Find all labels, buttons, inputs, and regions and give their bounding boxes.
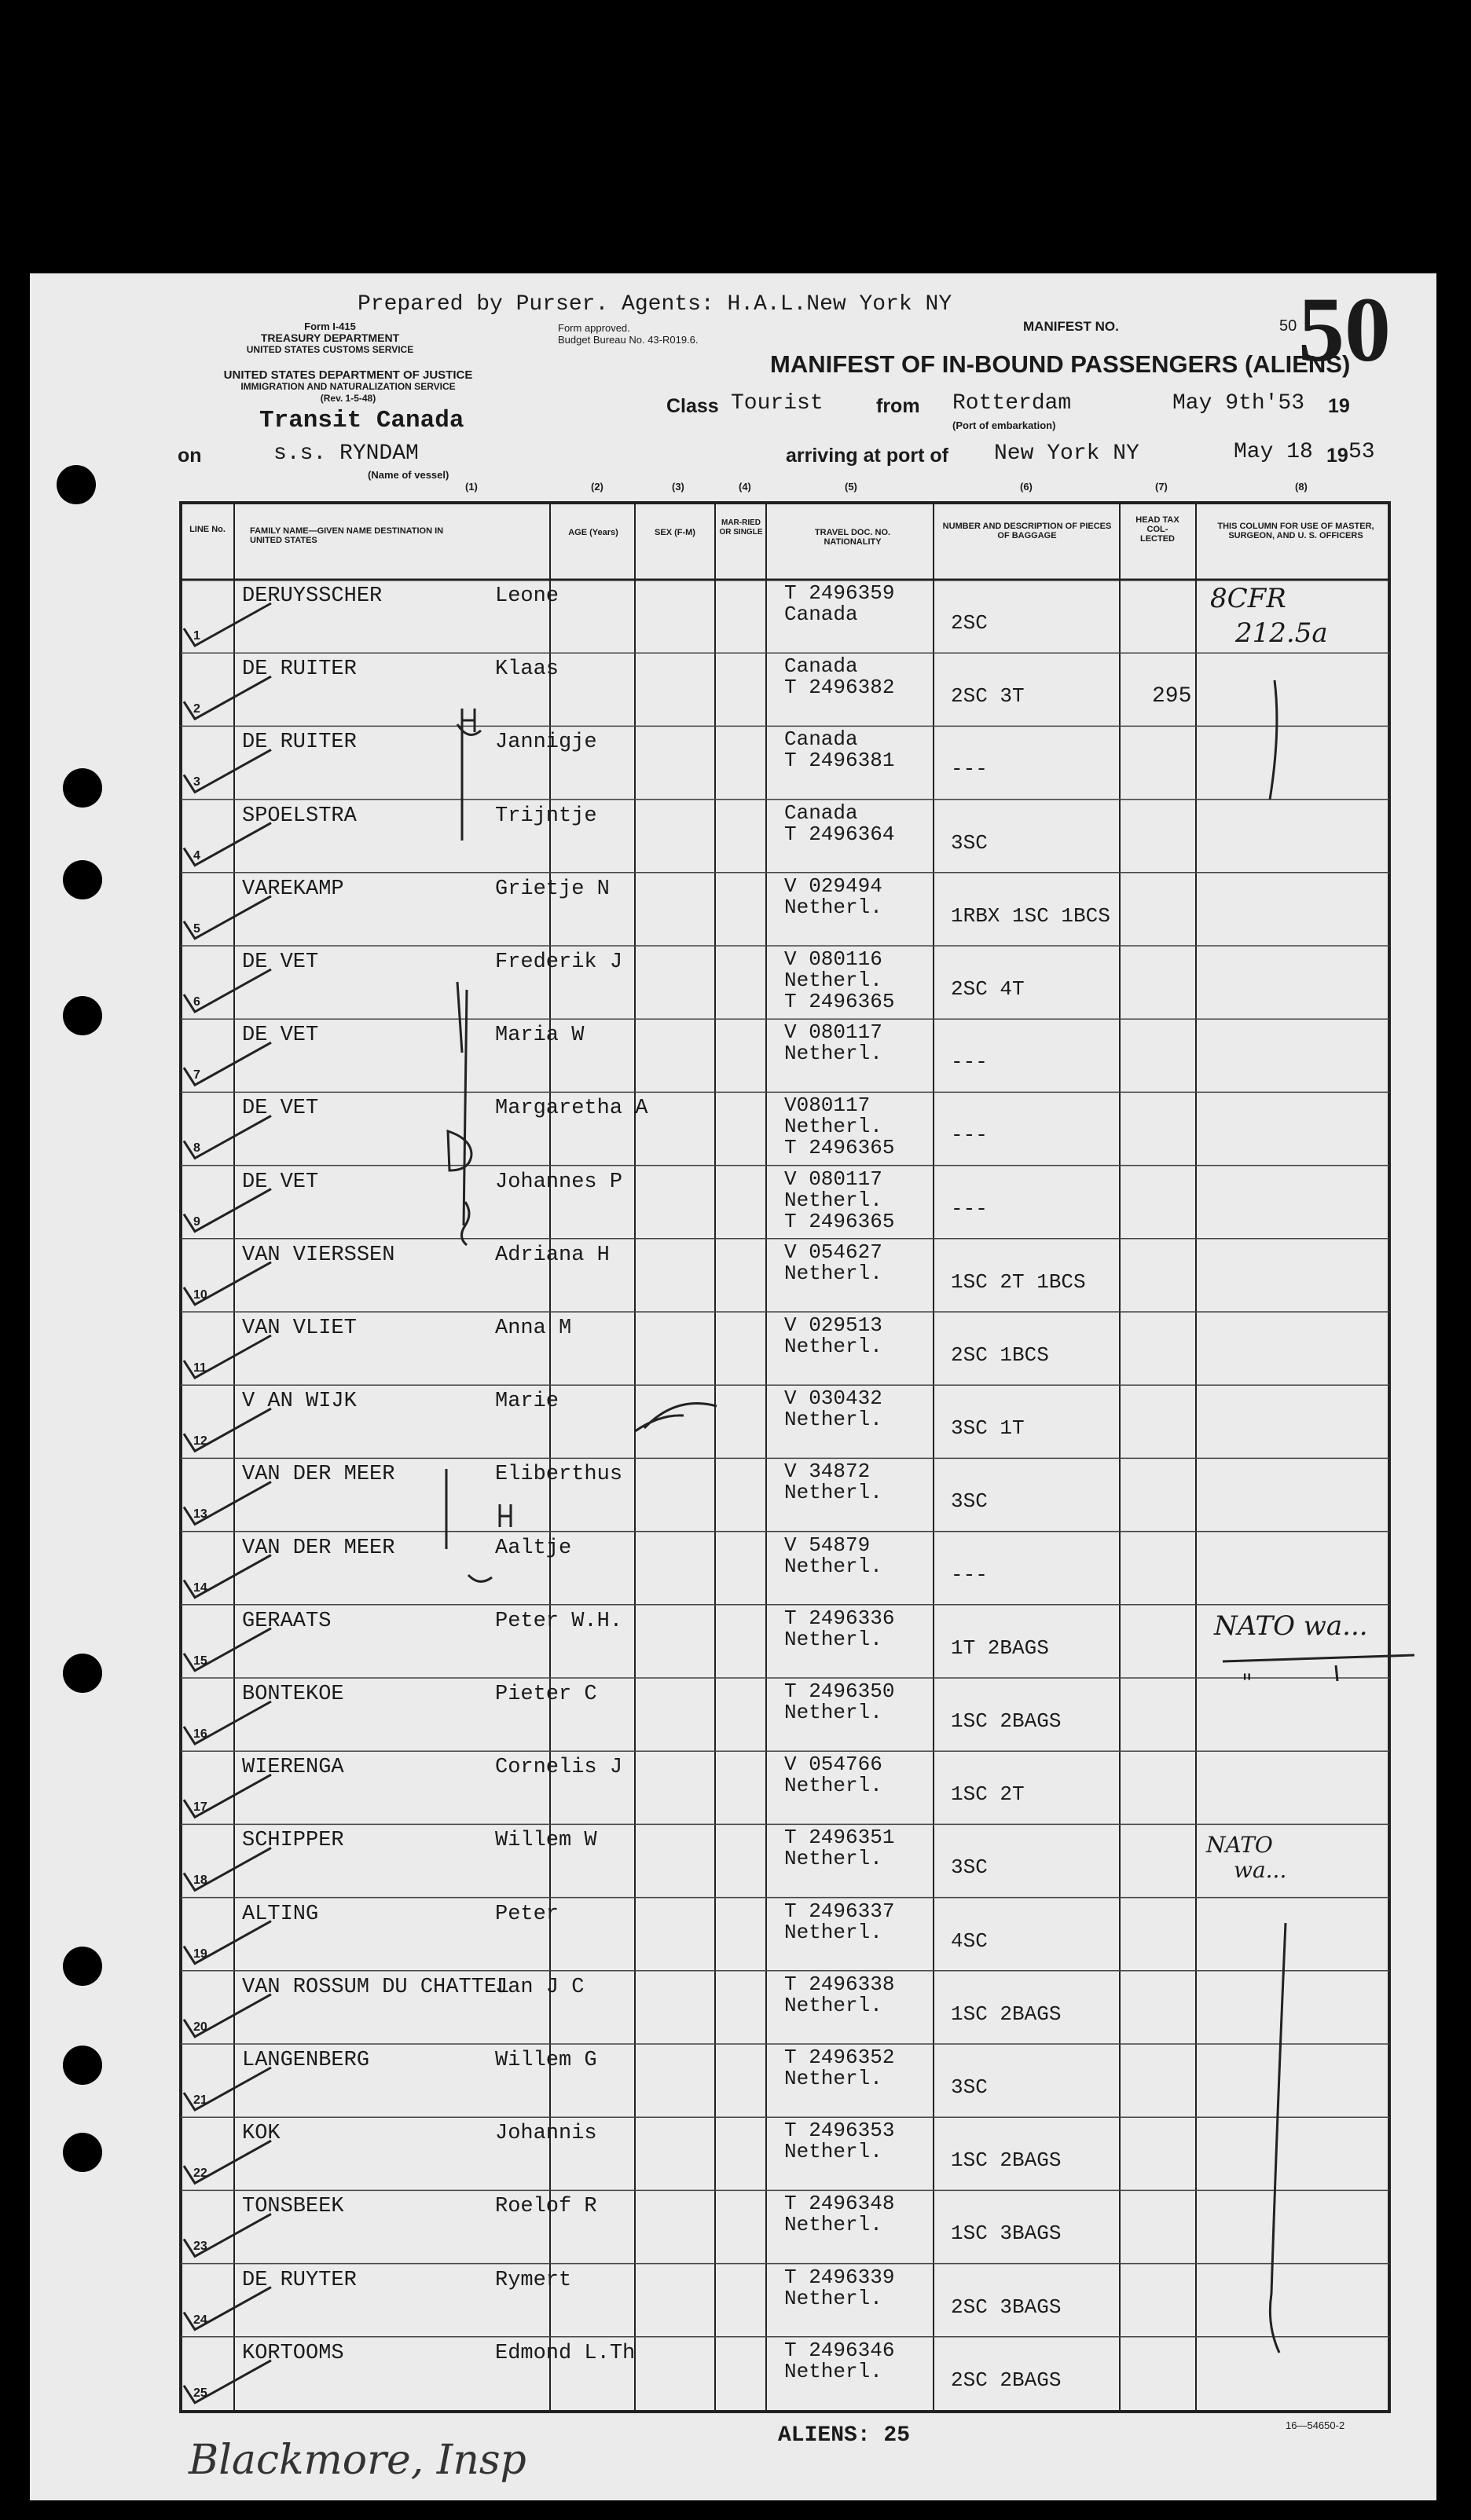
from-value: Rotterdam xyxy=(952,391,1072,416)
line-number: 4 xyxy=(193,848,200,863)
given-name: Aaltje xyxy=(495,1536,572,1560)
family-name: DERUYSSCHER xyxy=(242,584,383,608)
table-row xyxy=(0,800,1471,873)
header-line-no: LINE No. xyxy=(189,525,226,534)
travel-doc-line: Netherl. xyxy=(784,1481,882,1505)
travel-doc-line: Netherl. xyxy=(784,1847,882,1871)
given-name: Johannes P xyxy=(495,1170,623,1194)
arrival-year: 53 xyxy=(1348,440,1375,464)
header-head-tax: HEAD TAX COL-LECTED xyxy=(1135,515,1179,544)
table-row xyxy=(0,1532,1471,1605)
family-name: VAN DER MEER xyxy=(242,1536,395,1560)
annotation-wa-18: wa... xyxy=(1234,1857,1287,1883)
baggage: 4SC xyxy=(951,1928,988,1953)
baggage: 1SC 2BAGS xyxy=(951,1709,1062,1733)
annotation-nato-15: NATO wa... xyxy=(1214,1610,1368,1642)
line-number: 12 xyxy=(193,1434,207,1449)
travel-doc-line: Netherl. xyxy=(784,969,882,992)
ins-name: IMMIGRATION AND NATURALIZATION SERVICE xyxy=(240,381,456,392)
table-row xyxy=(0,2044,1471,2117)
baggage: 2SC 3T xyxy=(951,684,1025,709)
line-number: 24 xyxy=(193,2313,207,2327)
given-name: Trijntje xyxy=(495,804,597,828)
arriving-label: arriving at port of xyxy=(786,445,948,467)
line-number: 23 xyxy=(193,2240,207,2254)
table-row xyxy=(0,2117,1471,2190)
baggage: --- xyxy=(951,1123,988,1148)
travel-doc-line: Netherl. xyxy=(784,1042,882,1066)
given-name: Peter W.H. xyxy=(495,1609,623,1633)
manifest-number: 50 xyxy=(1298,278,1391,381)
travel-doc-line: T 2496351 xyxy=(784,1826,895,1850)
travel-doc-line: Netherl. xyxy=(784,1335,882,1358)
baggage: 1RBX 1SC 1BCS xyxy=(951,903,1110,928)
family-name: KORTOOMS xyxy=(242,2341,344,2365)
departure-date: May 9th'53 xyxy=(1172,391,1305,416)
family-name: LANGENBERG xyxy=(242,2049,370,2072)
annotation-nato-18: NATO xyxy=(1206,1832,1273,1858)
family-name: ALTING xyxy=(242,1902,319,1926)
form-number: Form I-415 xyxy=(304,320,356,332)
family-name: KOK xyxy=(242,2122,281,2146)
line-number: 17 xyxy=(193,1800,207,1815)
table-row xyxy=(0,1971,1471,2044)
family-name: VAN VIERSSEN xyxy=(242,1243,395,1267)
line-number: 10 xyxy=(193,1287,207,1302)
travel-doc-line: T 2496336 xyxy=(784,1606,895,1630)
treasury-dept: TREASURY DEPARTMENT xyxy=(260,331,400,344)
baggage: 3SC 1T xyxy=(951,1416,1025,1441)
given-name: Maria W xyxy=(495,1024,585,1048)
travel-doc-line: T 2496339 xyxy=(784,2265,895,2289)
travel-doc-line: Netherl. xyxy=(784,2067,882,2090)
annotation-8cfr: 8CFR xyxy=(1210,583,1286,614)
family-name: SCHIPPER xyxy=(242,1829,344,1853)
port-embarkation-label: (Port of embarkation) xyxy=(952,419,1056,431)
baggage: 1SC 3BAGS xyxy=(951,2221,1062,2246)
line-number: 7 xyxy=(193,1068,200,1082)
travel-doc-line: Netherl. xyxy=(784,1774,882,1798)
travel-doc-line: V 080117 xyxy=(784,1167,882,1191)
arrival-port: New York NY xyxy=(994,441,1139,466)
col-num-5: (5) xyxy=(845,481,857,493)
given-name: Margaretha A xyxy=(495,1097,648,1121)
travel-doc-line: Netherl. xyxy=(784,2359,882,2383)
travel-doc-line: Netherl. xyxy=(784,1920,882,1944)
revision: (Rev. 1-5-48) xyxy=(320,393,376,404)
travel-doc-line: T 2496352 xyxy=(784,2046,895,2069)
baggage: 3SC xyxy=(951,1855,988,1880)
given-name: Leone xyxy=(495,584,559,608)
family-name: DE VET xyxy=(242,950,319,974)
annotation-212-5a: 212.5a xyxy=(1235,617,1328,649)
travel-doc-line: T 2496337 xyxy=(784,1899,895,1923)
travel-doc-line: Netherl. xyxy=(784,2140,882,2164)
family-name: VAN ROSSUM DU CHATTEL xyxy=(242,1975,510,1999)
travel-doc-line: Canada xyxy=(784,654,858,679)
manifest-prefix: 50 xyxy=(1279,317,1297,335)
travel-doc-line: T 2496346 xyxy=(784,2338,895,2362)
baggage: 2SC 1BCS xyxy=(951,1343,1049,1367)
travel-doc-line: V 029494 xyxy=(784,874,882,898)
baggage: --- xyxy=(951,1196,988,1221)
table-row xyxy=(0,1166,1471,1239)
line-number: 1 xyxy=(193,629,200,643)
travel-doc-line: V 054627 xyxy=(784,1240,882,1264)
given-name: Willem G xyxy=(495,2049,597,2072)
form-approved: Form approved. xyxy=(558,322,630,334)
line-number: 8 xyxy=(193,1141,200,1156)
travel-doc-line: V 54879 xyxy=(784,1533,871,1557)
travel-doc-line: Canada xyxy=(784,800,858,825)
on-label: on xyxy=(178,445,202,467)
family-name: DE RUITER xyxy=(242,731,357,755)
travel-doc-line: T 2496365 xyxy=(784,1136,895,1160)
vessel-name: s.s. RYNDAM xyxy=(273,441,419,466)
given-name: Anna M xyxy=(495,1317,572,1340)
travel-doc-line: T 2496381 xyxy=(784,749,895,773)
baggage: 1SC 2T xyxy=(951,1782,1025,1807)
table-row xyxy=(0,726,1471,799)
travel-doc-line: Netherl. xyxy=(784,1115,882,1139)
table-row xyxy=(0,2337,1471,2410)
travel-doc-line: T 2496350 xyxy=(784,1679,895,1703)
manifest-title: MANIFEST OF IN-BOUND PASSENGERS (ALIENS) xyxy=(770,350,1351,378)
header-family-name: FAMILY NAME—GIVEN NAME DESTINATION IN UNITED STATES xyxy=(250,526,444,545)
table-row xyxy=(0,1092,1471,1165)
travel-doc-line: Netherl. xyxy=(784,1261,882,1285)
header-travel-doc: TRAVEL DOC. NO. NATIONALITY xyxy=(814,528,891,547)
budget-bureau: Budget Bureau No. 43-R019.6. xyxy=(558,334,699,346)
baggage: 2SC 3BAGS xyxy=(951,2295,1062,2319)
form-code: 16—54650-2 xyxy=(1286,2419,1345,2431)
justice-dept: UNITED STATES DEPARTMENT OF JUSTICE xyxy=(223,368,473,382)
travel-doc-line: V 030432 xyxy=(784,1386,882,1411)
given-name: Frederik J xyxy=(495,950,623,974)
baggage: 2SC 2BAGS xyxy=(951,2368,1062,2392)
given-name: Cornelis J xyxy=(495,1756,623,1780)
line-number: 6 xyxy=(193,995,200,1009)
travel-doc-line: V 080117 xyxy=(784,1020,882,1045)
col-num-3: (3) xyxy=(672,481,684,493)
vessel-label: (Name of vessel) xyxy=(368,469,449,481)
line-number: 5 xyxy=(193,921,200,936)
travel-doc-line: T 2496365 xyxy=(784,990,895,1013)
travel-doc-line: V 029513 xyxy=(784,1313,882,1337)
baggage: --- xyxy=(951,1562,988,1587)
class-value: Tourist xyxy=(731,391,824,416)
line-number: 16 xyxy=(193,1727,207,1741)
table-row xyxy=(0,946,1471,1019)
family-name: TONSBEEK xyxy=(242,2195,344,2219)
baggage: 1SC 2T 1BCS xyxy=(951,1269,1086,1294)
family-name: SPOELSTRA xyxy=(242,804,357,828)
table-row xyxy=(0,1898,1471,1971)
line-number: 21 xyxy=(193,2093,207,2107)
given-name: Peter xyxy=(495,1902,559,1926)
family-name: DE VET xyxy=(242,1097,319,1121)
col-num-8: (8) xyxy=(1295,481,1308,493)
given-name: Marie xyxy=(495,1390,559,1414)
class-label: Class xyxy=(666,395,719,417)
given-name: Adriana H xyxy=(495,1243,610,1267)
family-name: GERAATS xyxy=(242,1609,332,1633)
travel-doc-line: Netherl. xyxy=(784,895,882,919)
travel-doc-line: T 2496359 xyxy=(784,581,895,605)
given-name: Willem W xyxy=(495,1829,597,1853)
baggage: 3SC xyxy=(951,1489,988,1514)
baggage: 3SC xyxy=(951,2075,988,2099)
given-name: Pieter C xyxy=(495,1683,597,1706)
line-number: 20 xyxy=(193,2020,207,2034)
table-row xyxy=(0,1751,1471,1824)
line-number: 11 xyxy=(193,1361,207,1375)
family-name: DE RUYTER xyxy=(242,2268,357,2292)
travel-doc-line: Netherl. xyxy=(784,1408,882,1432)
line-number: 14 xyxy=(193,1580,207,1595)
manifest-no-label: MANIFEST NO. xyxy=(1023,319,1119,334)
header-age: AGE (Years) xyxy=(568,528,618,537)
baggage: 2SC 4T xyxy=(951,977,1025,1001)
travel-doc-line: T 2496348 xyxy=(784,2192,895,2216)
family-name: VAREKAMP xyxy=(242,877,344,901)
col-num-7: (7) xyxy=(1155,481,1168,493)
given-name: Rymert xyxy=(495,2268,572,2292)
baggage: 3SC xyxy=(951,830,988,855)
table-row xyxy=(0,1385,1471,1458)
travel-doc-line: V 080116 xyxy=(784,947,882,971)
table-row xyxy=(0,2264,1471,2337)
travel-doc-line: Netherl. xyxy=(784,2213,882,2237)
given-name: Johannis xyxy=(495,2122,597,2146)
table-row xyxy=(0,2190,1471,2263)
arrival-date: May 18 xyxy=(1234,440,1313,464)
travel-doc-line: Netherl. xyxy=(784,1627,882,1651)
given-name: Edmond L.Th xyxy=(495,2341,636,2365)
table-row xyxy=(0,873,1471,946)
col-num-1: (1) xyxy=(465,481,478,493)
given-name: Klaas xyxy=(495,657,559,682)
line-number: 15 xyxy=(193,1654,207,1668)
col-num-6: (6) xyxy=(1020,481,1033,493)
inspector-signature: Blackmore, Insp xyxy=(189,2437,526,2484)
year-prefix: 19 xyxy=(1328,395,1350,417)
family-name: VAN VLIET xyxy=(242,1317,357,1340)
family-name: VAN DER MEER xyxy=(242,1463,395,1487)
prepared-by-line: Prepared by Purser. Agents: H.A.L.New York NY xyxy=(358,292,952,317)
travel-doc-line: Netherl. xyxy=(784,1188,882,1212)
given-name: Jannigje xyxy=(495,731,597,755)
col-num-4: (4) xyxy=(739,481,751,493)
table-row xyxy=(0,1312,1471,1385)
customs-service: UNITED STATES CUSTOMS SERVICE xyxy=(246,344,414,355)
header-married: MAR-RIED OR SINGLE xyxy=(719,518,763,537)
line-number: 9 xyxy=(193,1214,200,1229)
line-number: 25 xyxy=(193,2386,207,2400)
baggage: --- xyxy=(951,757,988,782)
travel-doc-line: Netherl. xyxy=(784,2286,882,2310)
travel-doc-line: Canada xyxy=(784,603,858,626)
header-baggage: NUMBER AND DESCRIPTION OF PIECES OF BAGGAGE xyxy=(942,522,1112,540)
given-name: Roelof R xyxy=(495,2195,597,2219)
table-row xyxy=(0,1019,1471,1092)
head-tax: 295 xyxy=(1152,684,1192,709)
travel-doc-line: T 2496338 xyxy=(784,1972,895,1996)
family-name: DE RUITER xyxy=(242,657,357,682)
aliens-total: ALIENS: 25 xyxy=(778,2423,911,2448)
line-number: 3 xyxy=(193,775,200,789)
travel-doc-line: V080117 xyxy=(784,1093,871,1118)
family-name: BONTEKOE xyxy=(242,1683,344,1706)
family-name: DE VET xyxy=(242,1024,319,1048)
transit-destination: Transit Canada xyxy=(259,407,464,434)
line-number: 2 xyxy=(193,702,200,716)
col-num-2: (2) xyxy=(591,481,603,493)
travel-doc-line: T 2496353 xyxy=(784,2119,895,2143)
given-name: Grietje N xyxy=(495,877,610,901)
header-sex: SEX (F-M) xyxy=(655,528,695,537)
family-name: DE VET xyxy=(242,1170,319,1194)
travel-doc-line: T 2496365 xyxy=(784,1209,895,1233)
travel-doc-line: V 34872 xyxy=(784,1460,871,1484)
line-number: 13 xyxy=(193,1507,207,1522)
baggage: --- xyxy=(951,1050,988,1075)
baggage: 1SC 2BAGS xyxy=(951,2002,1062,2026)
header-use-column: THIS COLUMN FOR USE OF MASTER, SURGEON, AND U. S. OFFICERS xyxy=(1217,522,1374,540)
travel-doc-line: T 2496364 xyxy=(784,822,895,846)
baggage: 2SC xyxy=(951,611,988,635)
baggage: 1T 2BAGS xyxy=(951,1635,1049,1660)
baggage: 1SC 2BAGS xyxy=(951,2148,1062,2173)
family-name: WIERENGA xyxy=(242,1756,344,1780)
line-number: 22 xyxy=(193,2167,207,2181)
given-name: Jan J C xyxy=(495,1975,585,1999)
line-number: 19 xyxy=(193,1947,207,1961)
annotation-ditto-16: " xyxy=(1242,1669,1253,1697)
from-label: from xyxy=(876,395,920,417)
travel-doc-line: V 054766 xyxy=(784,1753,882,1777)
table-row xyxy=(0,1458,1471,1531)
travel-doc-line: Netherl. xyxy=(784,1993,882,2017)
travel-doc-line: Canada xyxy=(784,727,858,752)
table-row xyxy=(0,1239,1471,1312)
family-name: V AN WIJK xyxy=(242,1390,357,1414)
line-number: 18 xyxy=(193,1874,207,1888)
table-row xyxy=(0,653,1471,726)
travel-doc-line: Netherl. xyxy=(784,1701,882,1724)
travel-doc-line: T 2496382 xyxy=(784,676,895,700)
travel-doc-line: Netherl. xyxy=(784,1554,882,1578)
arrival-year-prefix: 19 xyxy=(1326,445,1348,467)
given-name: Eliberthus xyxy=(495,1463,623,1487)
